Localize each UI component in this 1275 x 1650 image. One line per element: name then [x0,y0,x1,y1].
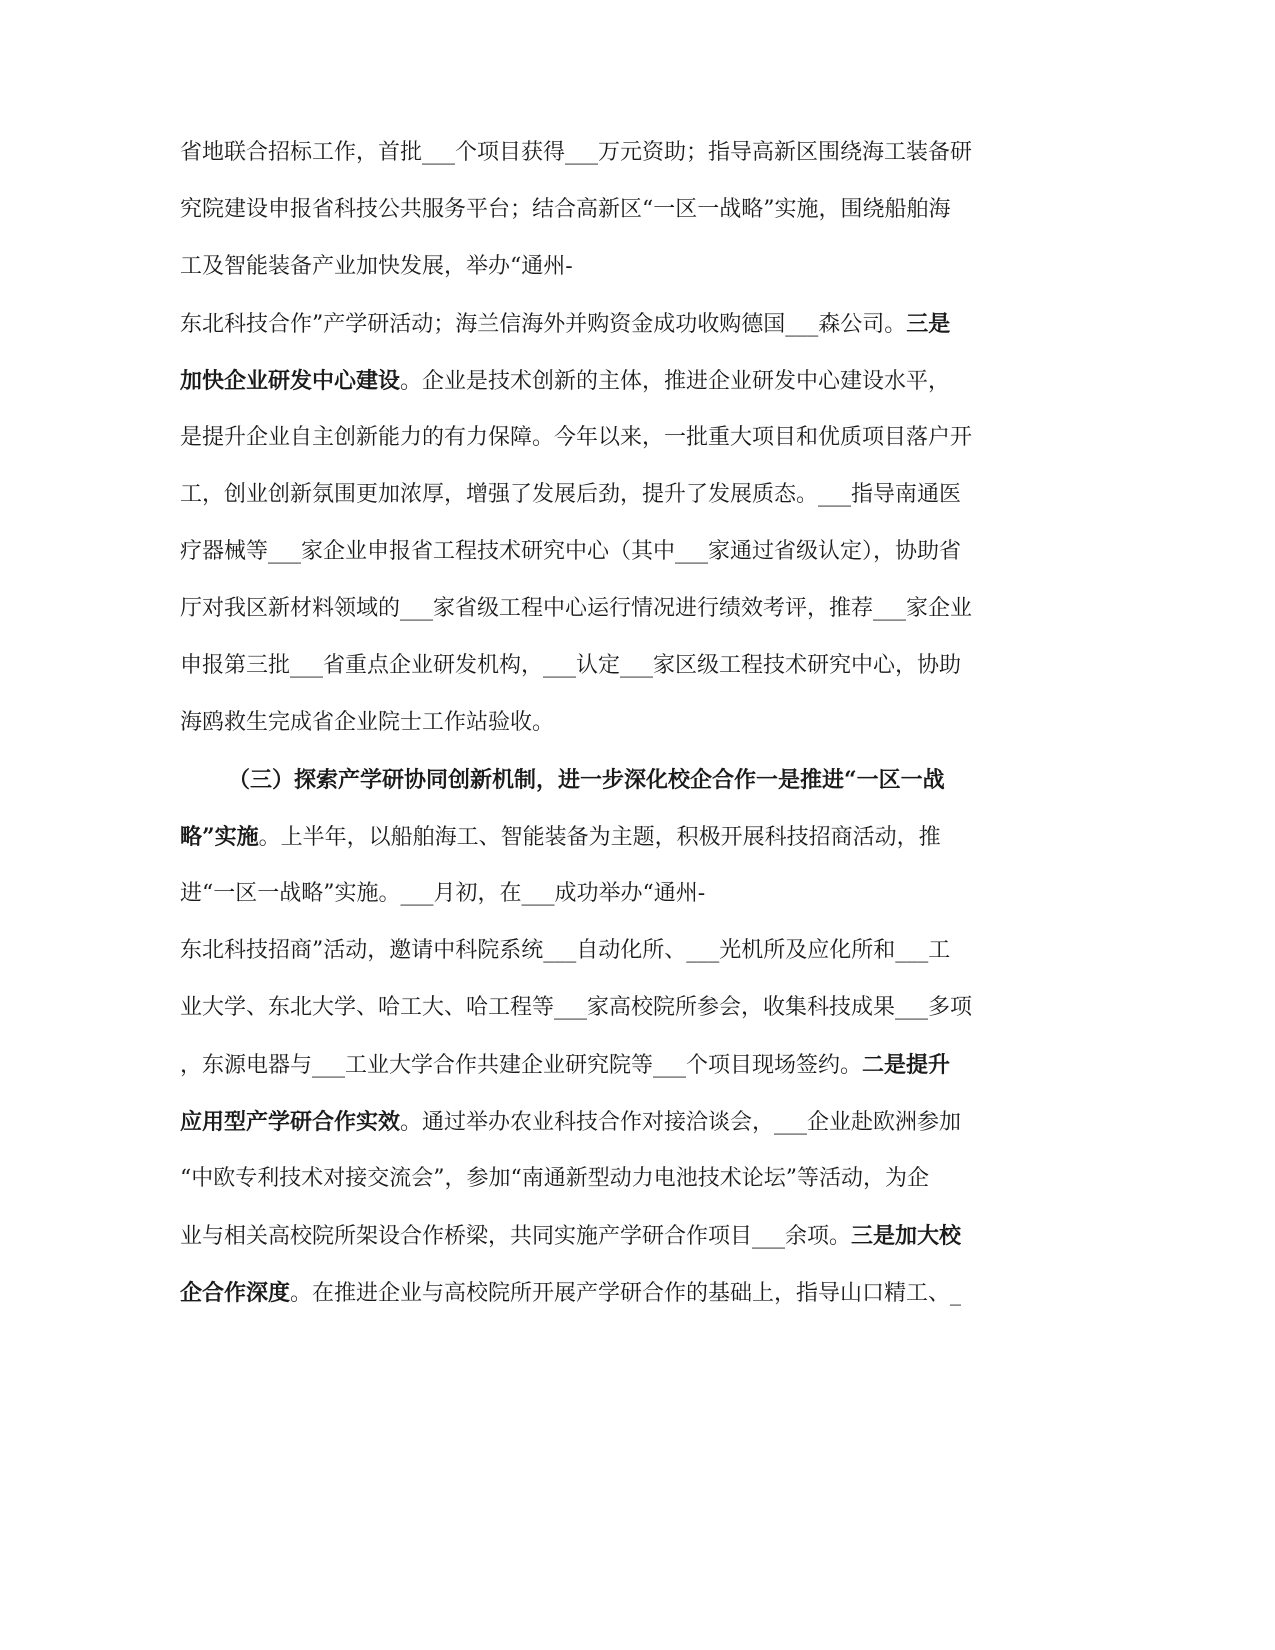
bold-text-segment: 三是 [906,311,951,337]
text-line [180,139,972,167]
bold-text-segment: 略”实施 [180,824,259,850]
bold-text-segment: 三是加大校 [851,1223,962,1249]
text-segment: 厅对我区新材料领域的___家省级工程中心运行情况进行绩效考评，推荐___家企业 [180,596,973,621]
text-segment: 。上半年，以船舶海工、智能装备为主题，积极开展科技招商活动，推 [258,825,941,850]
text-segment: 是提升企业自主创新能力的有力保障。今年以来，一批重大项目和优质项目落户开 [180,425,973,450]
text-line [180,652,961,680]
text-line [180,481,961,509]
text-line [228,766,945,795]
text-line [180,880,705,908]
text-line [180,595,972,623]
text-line [180,538,961,566]
text-segment: 省地联合招标工作，首批___个项目获得___万元资助；指导高新区围绕海工装备研 [180,140,973,165]
text-segment: 业大学、东北大学、哈工大、哈工程等___家高校院所参会，收集科技成果___多项 [180,995,973,1020]
text-segment: 。在推进企业与高校院所开展产学研合作的基础上，指导山口精工、_ [290,1281,962,1306]
text-line [180,367,950,396]
bold-text-segment: 二是提升 [862,1052,951,1078]
text-segment: 东北科技招商”活动，邀请中科院系统___自动化所、___光机所及应化所和___工 [180,938,951,963]
text-line [180,994,972,1022]
text-segment: 业与相关高校院所架设合作桥梁，共同实施产学研合作项目___余项。 [180,1224,852,1249]
text-segment: 工及智能装备产业加快发展，举办“通州- [180,254,573,279]
text-line [180,937,950,965]
text-line [180,823,941,852]
text-line [180,1222,961,1251]
text-segment: 进“一区一战略”实施。___月初，在___成功举办“通州- [180,881,706,906]
text-segment: ，东源电器与___工业大学合作共建企业研究院等___个项目现场签约。 [180,1053,863,1078]
text-segment: 疗器械等___家企业申报省工程技术研究中心（其中___家通过省级认定），协助省 [180,539,962,564]
text-segment: “中欧专利技术对接交流会”，参加“南通新型动力电池技术论坛”等活动，为企 [180,1166,929,1191]
text-line [180,709,554,737]
text-line [180,253,573,281]
text-segment: 东北科技合作”产学研活动；海兰信海外并购资金成功收购德国___森公司。 [180,312,907,337]
bold-text-segment: 企合作深度 [180,1280,291,1306]
text-line [180,1165,929,1193]
text-line [180,196,951,224]
text-line [180,424,972,452]
bold-text-segment: 加快企业研发中心建设 [180,368,401,394]
bold-text-segment: （三）探索产学研协同创新机制，进一步深化校企合作一是推进“一区一战 [228,767,945,793]
text-segment: 工，创业创新氛围更加浓厚，增强了发展后劲，提升了发展质态。___指导南通医 [180,482,962,507]
text-line [180,1051,950,1080]
text-segment: 。企业是技术创新的主体，推进企业研发中心建设水平， [400,369,951,394]
text-line [180,310,950,339]
text-segment: 海鸥救生完成省企业院士工作站验收。 [180,710,555,735]
text-segment: 究院建设申报省科技公共服务平台；结合高新区“一区一战略”实施，围绕船舶海 [180,197,951,222]
bold-text-segment: 应用型产学研合作实效 [180,1109,401,1135]
text-line [180,1279,961,1308]
text-segment: 申报第三批___省重点企业研发机构，___认定___家区级工程技术研究中心，协助 [180,653,962,678]
text-segment: 。通过举办农业科技合作对接洽谈会，___企业赴欧洲参加 [400,1110,962,1135]
text-line [180,1108,961,1137]
